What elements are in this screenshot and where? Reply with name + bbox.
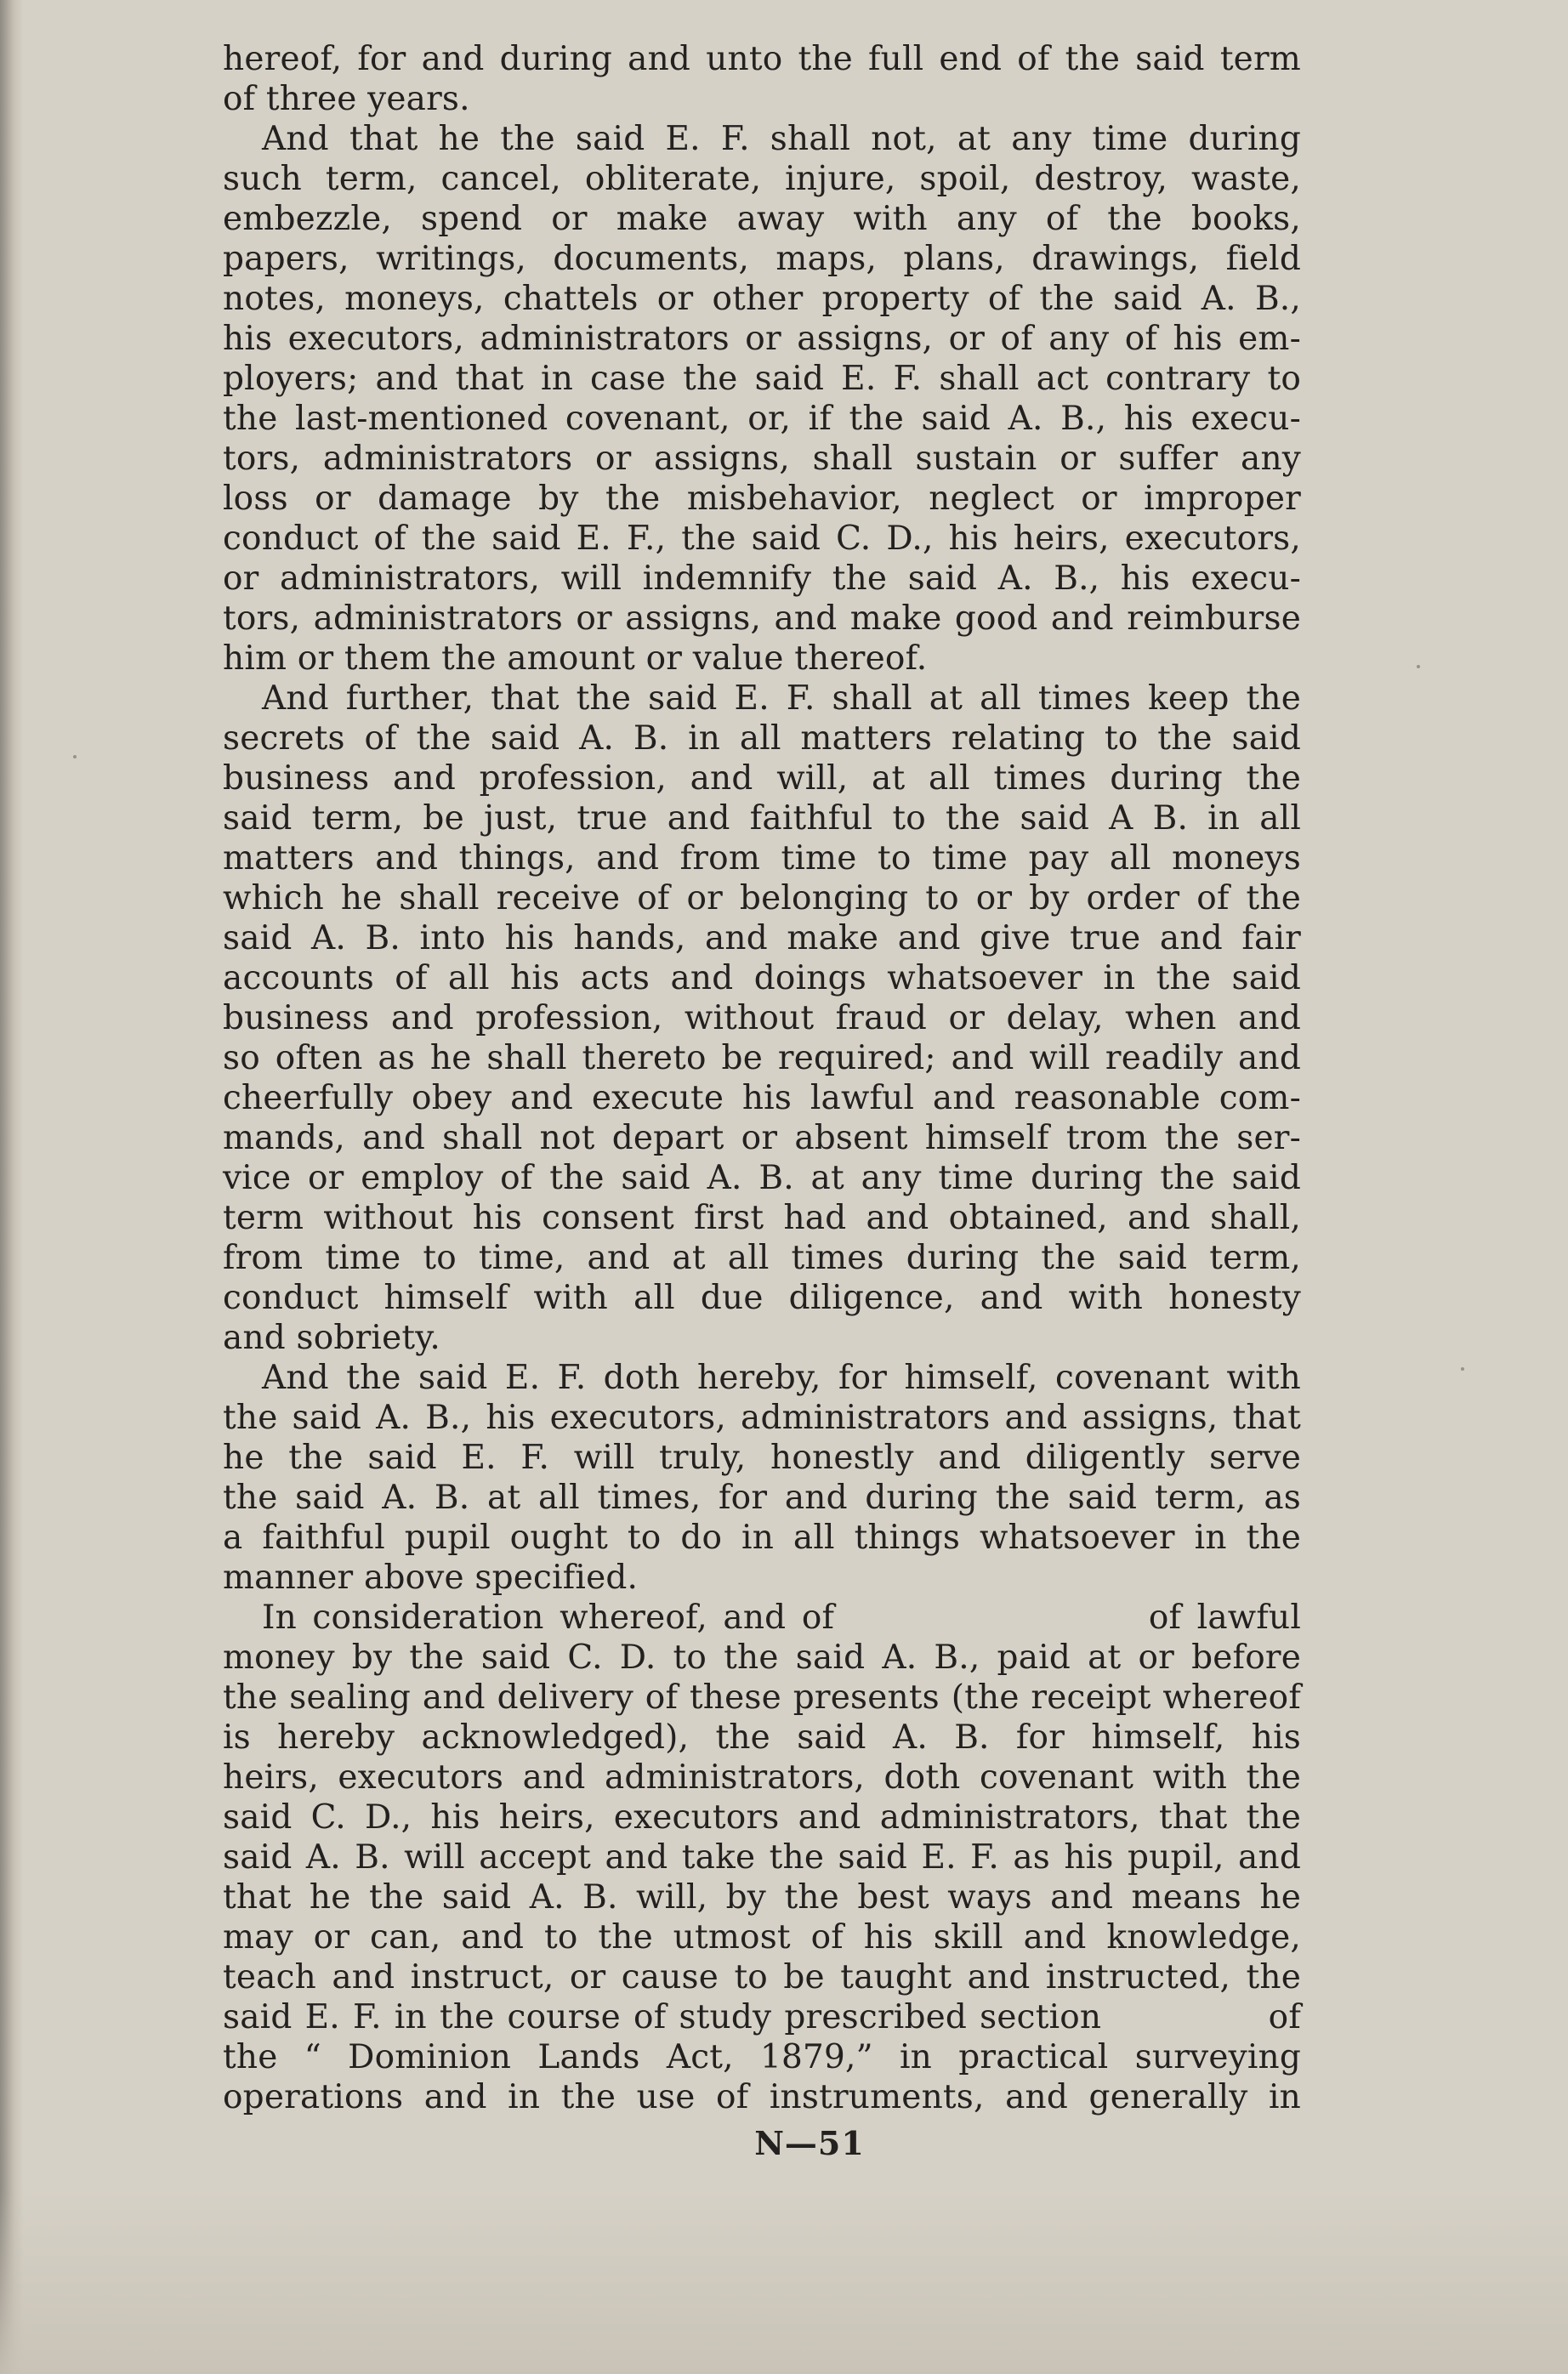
text-line: vice or employ of the said A. B. at any time during the said bbox=[223, 1159, 1301, 1197]
text-line: notes, moneys, chattels or other property of the said A. B., bbox=[223, 280, 1301, 318]
text-line: so often as he shall thereto be required; and will readily and bbox=[223, 1039, 1301, 1077]
text-line: such term, cancel, obliterate, injure, spoil, destroy, waste, bbox=[223, 160, 1301, 198]
text-line: teach and instruct, or cause to be taught and instructed, the bbox=[223, 1958, 1301, 1996]
text-line: said A. B. will accept and take the said E. F. as his pupil, and bbox=[223, 1838, 1301, 1877]
text-line: a faithful pupil ought to do in all things whatsoever in the bbox=[223, 1519, 1301, 1557]
page-number: N—51 bbox=[754, 2124, 865, 2162]
paper-speck bbox=[73, 755, 77, 758]
text-line: hereof, for and during and unto the full end of the said term bbox=[223, 40, 1301, 78]
text-line: accounts of all his acts and doings whatsoever in the said bbox=[223, 959, 1301, 997]
text-line: tors, administrators or assigns, and make good and reimburse bbox=[223, 599, 1301, 638]
paragraph-start-line: And that he the said E. F. shall not, at any time during bbox=[262, 120, 1301, 158]
text-line: operations and in the use of instruments, and generally in bbox=[223, 2078, 1301, 2116]
text-line: from time to time, and at all times during the said term, bbox=[223, 1239, 1301, 1277]
text-line: said A. B. into his hands, and make and give true and fair bbox=[223, 919, 1301, 957]
document-body bbox=[223, 39, 1301, 2117]
text-line: said C. D., his heirs, executors and administrators, that the bbox=[223, 1798, 1301, 1837]
paper-speck bbox=[1417, 665, 1420, 668]
text-line: he the said E. F. will truly, honestly and diligently serve bbox=[223, 1439, 1301, 1477]
text-line: money by the said C. D. to the said A. B., paid at or before bbox=[223, 1639, 1301, 1677]
text-line: conduct of the said E. F., the said C. D., his heirs, executors, bbox=[223, 520, 1301, 558]
text-line: the said A. B., his executors, administrators and assigns, that bbox=[223, 1399, 1301, 1437]
text-line: said term, be just, true and faithful to the said A B. in all bbox=[223, 799, 1301, 838]
text-line: mands, and shall not depart or absent himself trom the ser- bbox=[223, 1119, 1301, 1157]
text-line: embezzle, spend or make away with any of the books, bbox=[223, 200, 1301, 238]
text-line: term without his consent first had and obtained, and shall, bbox=[223, 1199, 1301, 1237]
binding-gutter bbox=[0, 0, 24, 2374]
text-line: the “ Dominion Lands Act, 1879,” in practical surveying bbox=[223, 2038, 1301, 2076]
text-line: is hereby acknowledged), the said A. B. for himself, his bbox=[223, 1718, 1301, 1757]
text-line: the sealing and delivery of these presents (the receipt whereof bbox=[223, 1678, 1301, 1717]
text-line: the said A. B. at all times, for and during the said term, as bbox=[223, 1479, 1301, 1517]
text-line: secrets of the said A. B. in all matters relating to the said bbox=[223, 719, 1301, 758]
paragraph-start-line: And further, that the said E. F. shall at all times keep the bbox=[262, 679, 1301, 718]
text-line: which he shall receive of or belonging to or by order of the bbox=[223, 879, 1301, 917]
paper-speck bbox=[1461, 1367, 1464, 1371]
text-line: business and profession, and will, at all times during the bbox=[223, 759, 1301, 798]
text-line: conduct himself with all due diligence, and with honesty bbox=[223, 1279, 1301, 1317]
text-line: or administrators, will indemnify the said A. B., his execu- bbox=[223, 559, 1301, 598]
text-line: heirs, executors and administrators, doth covenant with the bbox=[223, 1758, 1301, 1797]
text-line: loss or damage by the misbehavior, neglect or improper bbox=[223, 480, 1301, 518]
paragraph-start-line: And the said E. F. doth hereby, for himself, covenant with bbox=[262, 1359, 1301, 1397]
text-line: papers, writings, documents, maps, plans, drawings, field bbox=[223, 240, 1301, 278]
text-line: cheerfully obey and execute his lawful and reasonable com- bbox=[223, 1079, 1301, 1117]
text-line: manner above specified. bbox=[223, 1559, 639, 1597]
text-line: of three years. bbox=[223, 80, 470, 118]
page-bottom-shade bbox=[0, 2187, 1568, 2374]
text-line: tors, administrators or assigns, shall sustain or suffer any bbox=[223, 440, 1301, 478]
text-line: ployers; and that in case the said E. F. shall act contrary to bbox=[223, 360, 1301, 398]
paragraph-start-line: In consideration whereof, and of of lawful bbox=[262, 1599, 1301, 1637]
text-line: his executors, administrators or assigns, or of any of his em- bbox=[223, 320, 1301, 358]
text-line: that he the said A. B. will, by the best ways and means he bbox=[223, 1878, 1301, 1917]
text-line: him or them the amount or value thereof. bbox=[223, 639, 928, 678]
text-line: and sobriety. bbox=[223, 1319, 440, 1357]
text-line: the last-mentioned covenant, or, if the said A. B., his execu- bbox=[223, 400, 1301, 438]
text-line: may or can, and to the utmost of his skill and knowledge, bbox=[223, 1918, 1301, 1957]
text-line: matters and things, and from time to time pay all moneys bbox=[223, 839, 1301, 877]
text-line: said E. F. in the course of study prescribed section of bbox=[223, 1998, 1301, 2036]
text-line: business and profession, without fraud or delay, when and bbox=[223, 999, 1301, 1037]
